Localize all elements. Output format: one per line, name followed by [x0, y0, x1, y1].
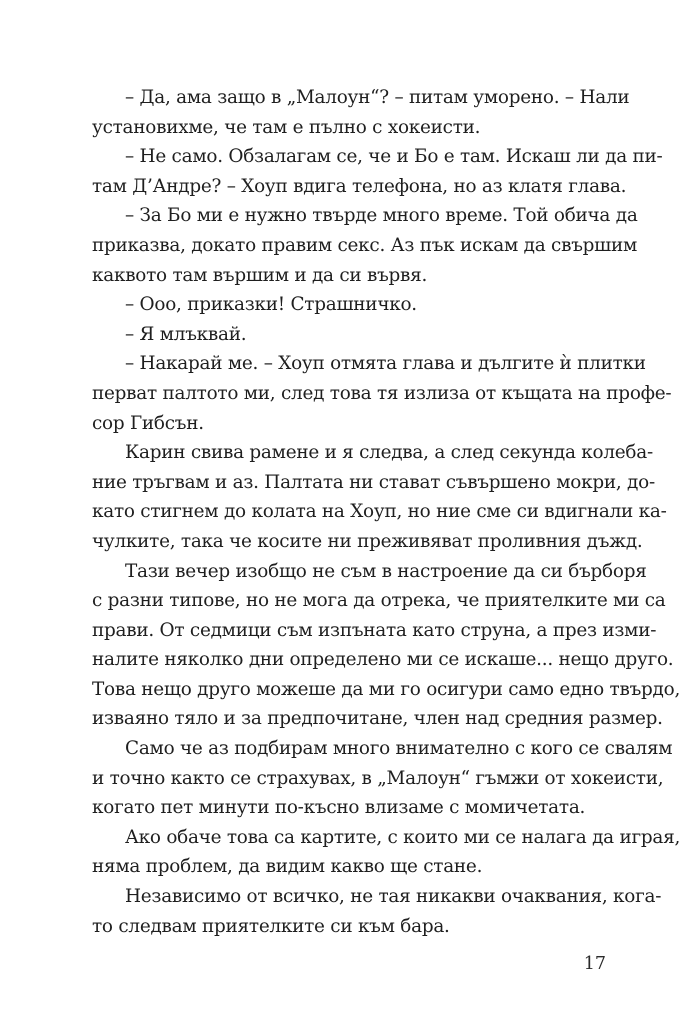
paragraph: [92, 83, 630, 142]
text-line: Независимо от всичко, не тая никакви очаквания, кога-: [125, 886, 662, 908]
text-line: – Я млъквай.: [125, 323, 247, 345]
text-line: – Ооо, приказки! Страшничко.: [125, 294, 417, 316]
text-line: прави. От седмици съм изпъната като струна, а през изми-: [92, 619, 657, 641]
text-line: Тази вечер изобщо не съм в настроение да си бърборя: [125, 560, 647, 582]
paragraph: [92, 438, 667, 556]
paragraph: [92, 349, 672, 438]
text-line: – Накарай ме. – Хоуп отмята глава и дългите ѝ плитки: [125, 353, 646, 375]
paragraph: [92, 320, 606, 350]
text-line: – Да, ама защо в „Малоун“? – питам уморено. – Нали: [125, 87, 630, 108]
paragraph: [92, 201, 638, 290]
text-line: налите няколко дни определено ми се искаше... нещо друго.: [92, 649, 674, 671]
text-line: когато пет минути по-късно влизаме с момичетата.: [92, 797, 586, 819]
text-line: – За Бо ми е нужно твърде много време. Той обича да: [125, 205, 638, 227]
text-line: приказва, докато правим секс. Аз пък искам да свършим: [92, 234, 638, 256]
text-line: там Д’Андре? – Хоуп вдига телефона, но аз клатя глава.: [92, 175, 627, 197]
paragraph: [92, 290, 606, 320]
text-line: и точно както се страхувах, в „Малоун“ гъмжи от хокеисти,: [92, 767, 664, 789]
text-line: изваяно тяло и за предпочитане, член над средния размер.: [92, 708, 663, 730]
paragraph: [92, 557, 681, 735]
text-line: ние тръгвам и аз. Палтата ни стават съвършено мокри, до-: [92, 471, 655, 493]
text-line: установихме, че там е пълно с хокеисти.: [92, 116, 481, 138]
text-line: няма проблем, да видим какво ще стане.: [92, 856, 483, 878]
paragraph: [92, 142, 663, 201]
text-line: Карин свива рамене и я следва, а след секунда колеба-: [125, 442, 653, 464]
text-line: Само че аз подбирам много внимателно с кого се свалям: [125, 738, 673, 760]
text-line: Това нещо друго можеше да ми го осигури само едно твърдо,: [92, 678, 681, 700]
text-line: като стигнем до колата на Хоуп, но ние сме си вдигнали ка-: [92, 501, 667, 523]
text-line: каквото там вършим и да си вървя.: [92, 264, 428, 286]
page-number: 17: [583, 954, 606, 974]
text-line: с разни типове, но не мога да отрека, че приятелките ми са: [92, 590, 666, 612]
text-line: – Не само. Обзалагам се, че и Бо е там. Искаш ли да пи-: [125, 146, 663, 168]
body-text: [92, 83, 681, 941]
text-line: то следвам приятелките си към бара.: [92, 915, 450, 937]
paragraph: [92, 882, 662, 941]
text-line: чулките, така че косите ни преживяват проливния дъжд.: [92, 530, 643, 552]
paragraph: [92, 734, 673, 823]
text-line: сор Гибсън.: [92, 412, 204, 434]
text-line: перват палтото ми, след това тя излиза от къщата на профе-: [92, 382, 672, 404]
paragraph: [92, 823, 681, 882]
text-line: Ако обаче това са картите, с които ми се налага да играя,: [125, 826, 681, 848]
